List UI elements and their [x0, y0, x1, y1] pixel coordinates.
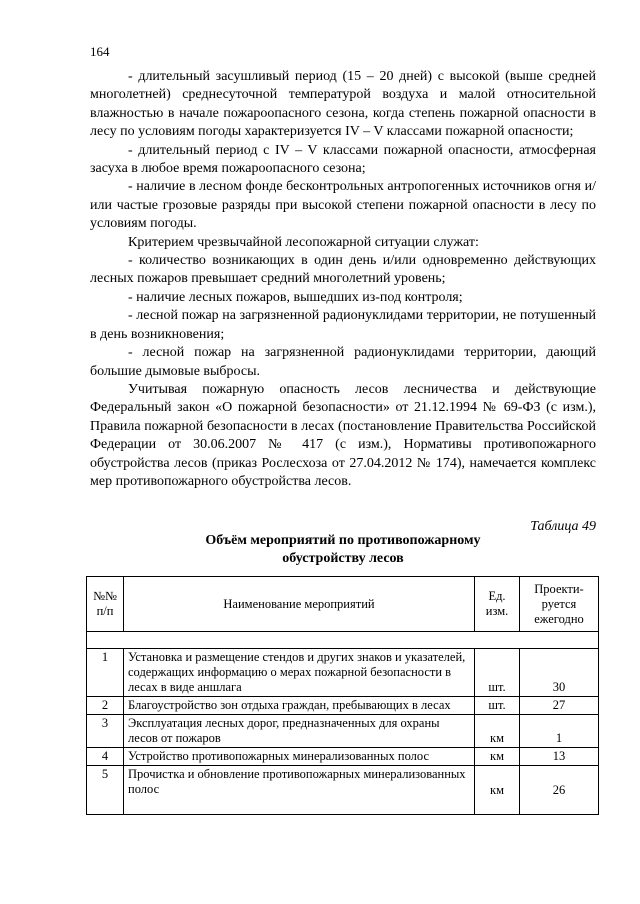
table-row [87, 649, 599, 697]
table-title [90, 532, 596, 568]
row-unit: км [475, 748, 520, 766]
measures-table [86, 576, 599, 815]
row-num: 1 [87, 649, 124, 697]
paragraph: Критерием чрезвычайной лесопожарной ситуации служат: [128, 234, 479, 250]
row-value: 26 [520, 766, 599, 815]
row-unit: шт. [475, 697, 520, 715]
header-unit: Ед. изм. [475, 577, 520, 632]
row-unit: км [475, 766, 520, 815]
table-row [87, 697, 599, 715]
paragraph: - количество возникающих в один день и/или одновременно действующих лесных пожаров превышает средний многолетний уровень; [90, 253, 596, 287]
row-num: 3 [87, 715, 124, 748]
page-number: 164 [90, 44, 110, 59]
row-value: 13 [520, 748, 599, 766]
table-spacer-row [87, 632, 599, 649]
table-row [87, 748, 599, 766]
header-num: №№ п/п [87, 577, 124, 632]
row-name: Прочистка и обновление противопожарных минерализованных полос [124, 766, 475, 815]
paragraph: - лесной пожар на загрязненной радионуклидами территории, не потушенный в день возникновения; [90, 308, 596, 342]
row-value: 27 [520, 697, 599, 715]
table-row [87, 766, 599, 815]
paragraph: Учитывая пожарную опасность лесов лесничества и действующие Федеральный закон «О пожарной безопасности» от 21.12.1994 № 69-ФЗ (с изм.), Правила пожарной безопасности в лесах (постановление Правительства Российской Федерации от 30.06.2007 № 417 (с изм.), Нормативы противопожарного обустройства лесов (приказ Рослесхоза от 27.04.2012 № 174), намечается комплекс мер противопожарного обустройства лесов. [90, 381, 596, 489]
header-name: Наименование мероприятий [124, 577, 475, 632]
header-planned: Проекти- руется ежегодно [520, 577, 599, 632]
row-value: 1 [520, 715, 599, 748]
table-row [87, 715, 599, 748]
paragraph: - наличие в лесном фонде бесконтрольных антропогенных источников огня и/или частые грозовые разряды при высокой степени пожарной опасности в лесу по условиям погоды. [90, 179, 596, 232]
table-title-line: Объём мероприятий по противопожарному [205, 533, 481, 548]
table-label: Таблица 49 [530, 519, 596, 534]
row-name: Установка и размещение стендов и других знаков и указателей, содержащих информацию о мерах пожарной безопасности в лесах в виде аншлага [124, 649, 475, 697]
paragraph: - длительный засушливый период (15 – 20 дней) с высокой (выше средней многолетней) среднесуточной температурой воздуха и малой относительной влажностью в начале пожароопасного сезона, когда степень пожарной опасности в лесу по условиям погоды характеризуется IV – V классами пожарной опасности; [90, 69, 596, 140]
row-num: 5 [87, 766, 124, 815]
paragraph: - наличие лесных пожаров, вышедших из-под контроля; [128, 289, 463, 305]
paragraph: - лесной пожар на загрязненной радионуклидами территории, дающий большие дымовые выбросы. [90, 345, 596, 379]
row-num: 4 [87, 748, 124, 766]
body-text [90, 68, 596, 491]
row-name: Благоустройство зон отдыха граждан, пребывающих в лесах [124, 697, 475, 715]
table-title-line: обустройству лесов [282, 551, 404, 566]
row-num: 2 [87, 697, 124, 715]
row-name: Устройство противопожарных минерализованных полос [124, 748, 475, 766]
paragraph: - длительный период с IV – V классами пожарной опасности, атмосферная засуха в любое время пожароопасного сезона; [90, 142, 596, 177]
row-value: 30 [520, 649, 599, 697]
row-unit: шт. [475, 649, 520, 697]
table-header-row [87, 577, 599, 632]
row-name: Эксплуатация лесных дорог, предназначенных для охраны лесов от пожаров [124, 715, 475, 748]
row-unit: км [475, 715, 520, 748]
